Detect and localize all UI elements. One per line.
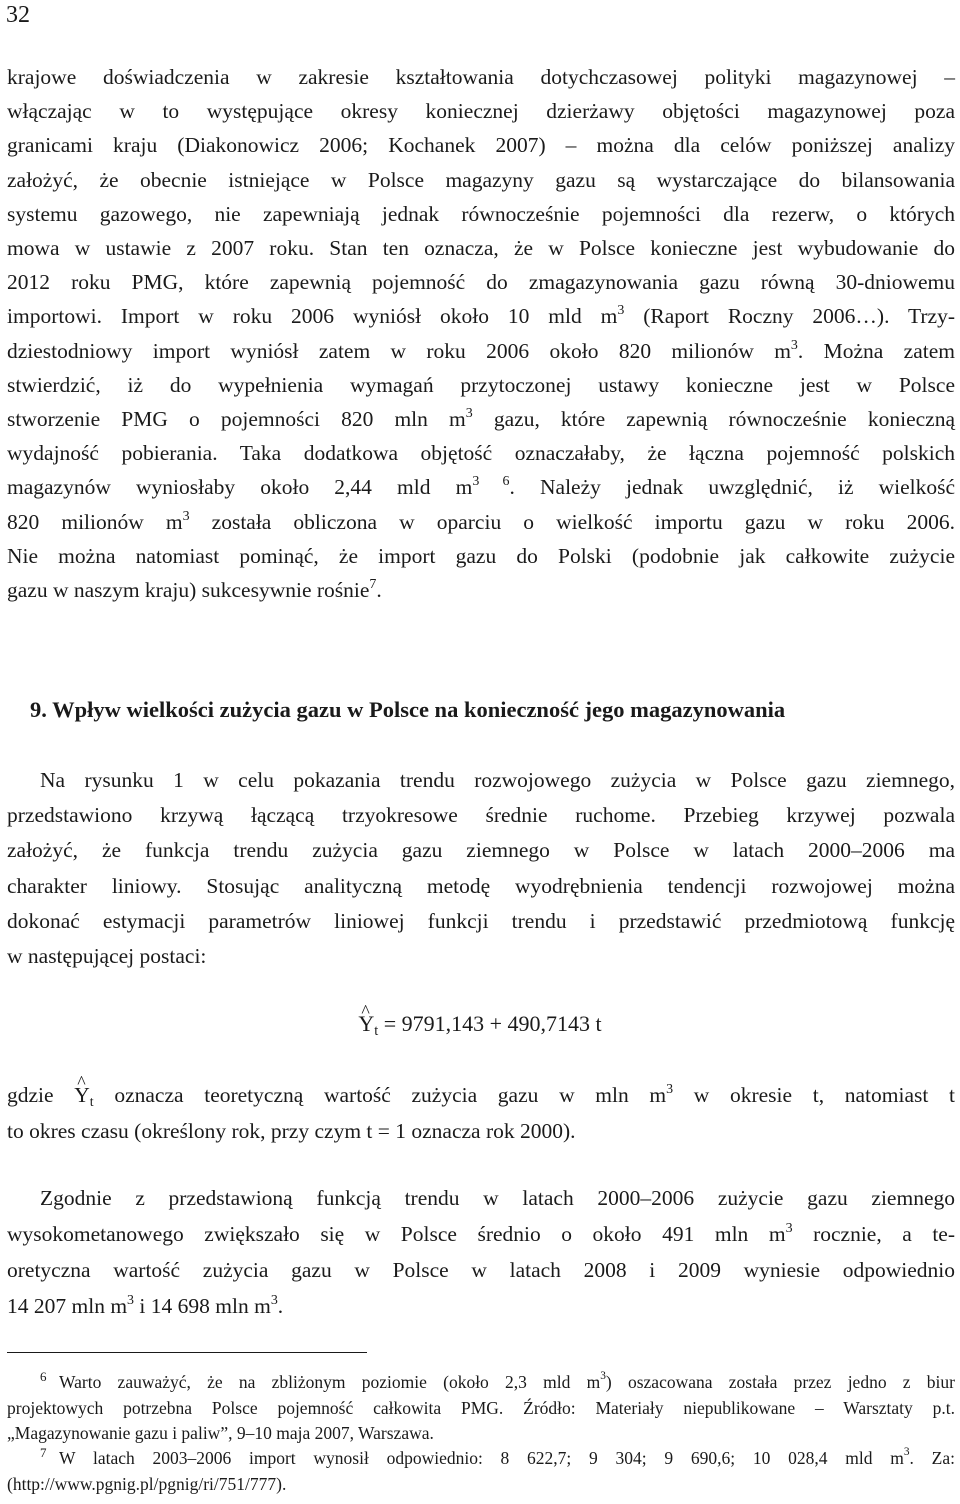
text-line xyxy=(7,573,955,607)
text-line: 2012 roku PMG, które zapewnią pojemność do zmagazynowania gazu równą 30-dniowemu xyxy=(7,270,955,295)
paragraph-trend-method xyxy=(7,763,955,974)
text-segment: w okresie t, natomiast t xyxy=(673,1083,956,1107)
superscript: 7 xyxy=(369,577,377,593)
text-segment: (Raport Roczny 2006…). Trzy- xyxy=(624,304,955,329)
text-segment: . Można zatem xyxy=(797,338,956,363)
text-line xyxy=(7,1077,955,1113)
text-line: Na rysunku 1 w celu pokazania trendu rozwojowego zużycia w Polsce gazu ziemnego, xyxy=(40,768,955,792)
text-segment: wysokometanowego zwiększało się w Polsce średnio o około 491 mln m xyxy=(7,1222,786,1246)
text-line: oretyczna wartość zużycia gazu w Polsce w latach 2008 i 2009 wyniesie odpowiednio xyxy=(7,1258,955,1282)
text-segment: . Za: xyxy=(909,1448,955,1468)
superscript: 3 xyxy=(182,508,190,524)
text-segment: . xyxy=(277,1294,284,1318)
formula-subscript: t xyxy=(374,1023,379,1039)
formula-yhat: ^ Y xyxy=(74,1077,90,1113)
text-line: 7 W latach 2003–2006 import wynosił odpowiednio: 8 622,7; 9 304; 9 690,6; 10 028,4 mld $m^3$. Za: xyxy=(40,1445,955,1468)
superscript: 3 xyxy=(465,406,473,422)
text-segment: importowi. Import w roku 2006 wyniósł około 10 mld m xyxy=(7,304,618,329)
paragraph-formula-explanation xyxy=(7,1077,955,1149)
text-line: Zgodnie z przedstawioną funkcją trendu w latach 2000–2006 zużycie gazu ziemnego xyxy=(40,1186,955,1210)
superscript: 3 xyxy=(270,1293,278,1308)
text-line: to okres czasu (określony rok, przy czym t = 1 oznacza rok 2000). xyxy=(7,1119,576,1143)
text-line: stwierdzić, iż do wypełnienia wymagań przytoczonej ustawy konieczne jest w Polsce xyxy=(7,372,955,397)
formula-rhs: = 9791,143 + 490,7143 t xyxy=(378,1011,602,1036)
text-line: przedstawiono krzywą łączącą trzyokresowe średnie ruchome. Przebieg krzywej pozwala xyxy=(7,803,955,828)
paragraph-storage-intro xyxy=(7,60,955,607)
text-line: charakter liniowy. Stosując analityczną metodę wyodrębnienia tendencji rozwojowej można xyxy=(7,873,955,898)
text-segment: gazu w naszym kraju) sukcesywnie rośnie xyxy=(7,578,370,603)
text-line: dokonać estymacji parametrów liniowej funkcji trendu i przedstawić przedmiotową funkcję xyxy=(7,908,955,933)
footnote-separator xyxy=(7,1352,367,1353)
text-line: projektowych potrzebna Polsce pojemność całkowita PMG. Źródło: Materiały niepublikowane – Warsztaty p.t. xyxy=(7,1397,955,1418)
text-line: wydajność pobierania. Taka dodatkowa objętość oznaczałaby, że łączna pojemność polskich xyxy=(7,441,955,466)
text-line xyxy=(7,334,955,368)
text-line: (http://www.pgnig.pl/pgnig/ri/751/777). xyxy=(7,1473,287,1494)
footnote-6 xyxy=(7,1370,955,1447)
text-line: założyć, że funkcja trendu zużycia gazu ziemnego w Polsce w latach 2000–2006 ma xyxy=(7,838,955,863)
text-line: systemu gazowego, nie zapewniają jednak równocześnie pojemności dla rezerw, o których xyxy=(7,201,955,226)
page-number: 32 xyxy=(6,2,30,28)
footnote-7 xyxy=(7,1446,955,1497)
text-segment: dziestodniowy import wyniósł zatem w roku 2006 około 820 milionów m xyxy=(7,338,791,363)
text-line xyxy=(7,402,955,436)
formula-yhat: ^ Y xyxy=(358,1007,374,1041)
text-segment: została obliczona w oparciu o wielkość importu gazu w roku 2006. xyxy=(189,509,955,534)
text-segment: ) oszacowana została przez jedno z biur xyxy=(605,1372,955,1392)
text-line: granicami kraju (Diakonowicz 2006; Kochanek 2007) – można dla celów poniższej analizy xyxy=(7,133,955,158)
text-line: krajowe doświadczenia w zakresie kształtowania dotychczasowej polityki magazynowej – xyxy=(7,65,955,89)
text-line xyxy=(7,1216,955,1252)
text-segment: i 14 698 mln m xyxy=(134,1294,271,1318)
text-line: włączając w to występujące okresy koniecznej dzierżawy objętości magazynowej poza xyxy=(7,99,955,124)
text-line: mowa w ustawie z 2007 roku. Stan ten oznacza, że w Polsce konieczne jest wybudowanie do xyxy=(7,236,955,261)
superscript: 3 xyxy=(903,1446,910,1458)
superscript: 3 xyxy=(666,1082,674,1097)
text-line xyxy=(7,505,955,539)
text-line xyxy=(7,299,955,333)
text-segment: oznacza teoretyczną wartość zużycia gazu w mln m xyxy=(93,1083,667,1107)
text-line xyxy=(7,470,955,504)
superscript: 3 xyxy=(785,1221,793,1236)
text-line: Nie można natomiast pominąć, że import gazu do Polski (podobnie jak całkowite zużycie xyxy=(7,543,955,568)
text-segment: gazu, które zapewnią równocześnie konieczną xyxy=(472,407,955,432)
paragraph-trend-results xyxy=(7,1180,955,1324)
superscript: 3 6 xyxy=(472,474,510,490)
superscript: 3 xyxy=(790,337,798,353)
subscript: t xyxy=(89,1095,94,1110)
text-segment: . Należy jednak uwzględnić, iż wielkość xyxy=(509,475,956,500)
text-segment: 820 milionów m xyxy=(7,509,183,534)
trend-formula xyxy=(0,1007,960,1041)
text-line xyxy=(7,1288,955,1324)
text-segment: rocznie, a te- xyxy=(792,1222,955,1246)
text-segment: W latach 2003–2006 import wynosił odpowiednio: 8 622,7; 9 304; 9 690,6; 10 028,4 mld m xyxy=(59,1448,904,1468)
text-segment: . xyxy=(376,578,382,603)
section-heading: 9. Wpływ wielkości zużycia gazu w Polsce na konieczność jego magazynowania xyxy=(30,697,786,722)
superscript: 3 xyxy=(600,1370,606,1382)
text-line: w następującej postaci: xyxy=(7,944,207,969)
text-segment: stworzenie PMG o pojemności 820 mln m xyxy=(7,407,466,432)
superscript: 3 xyxy=(617,303,625,319)
text-segment: 14 207 mln m xyxy=(7,1294,128,1318)
text-line: 6 Warto zauważyć, że na zbliżonym poziomie (około 2,3 mld $m^3$) oszacowana została przez jedno z biur xyxy=(40,1369,955,1392)
text-line: „Magazynowanie gazu i paliw”, 9–10 maja 2007, Warszawa. xyxy=(7,1423,434,1443)
text-segment: gdzie xyxy=(7,1083,75,1107)
text-segment: magazynów wyniosłaby około 2,44 mld m xyxy=(7,475,473,500)
superscript: 3 xyxy=(127,1293,135,1308)
text-line: założyć, że obecnie istniejące w Polsce magazyny gazu są wystarczające do bilansowania xyxy=(7,167,955,192)
text-segment: Warto zauważyć, że na zbliżonym poziomie (około 2,3 mld m xyxy=(59,1372,601,1392)
